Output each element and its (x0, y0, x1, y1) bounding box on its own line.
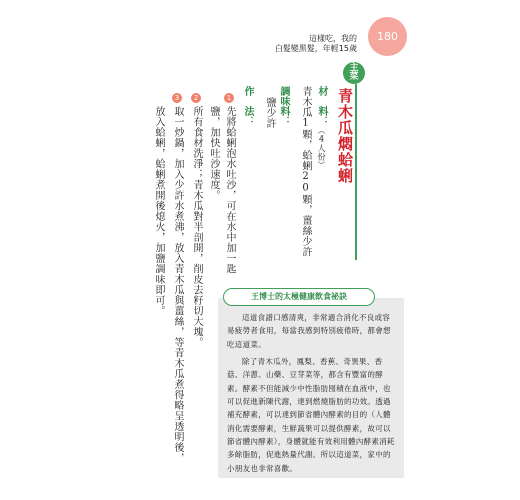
servings: （4人份） (317, 126, 326, 170)
materials-text: 青木瓜1顆，蛤蜊20顆，薑絲少許 (300, 86, 311, 257)
step-3-continued (151, 106, 165, 316)
method-label: 作 法： (242, 86, 253, 126)
materials-label: 材 料： (316, 86, 327, 126)
step-number: 3 (173, 93, 181, 103)
category-badge-char-2: 菜 (349, 72, 359, 82)
step-number: 1 (225, 93, 233, 103)
tips-paragraph-1: 這道食譜口感清爽，非常適合消化不良或容易疲勞者食用，每當我感到特別疲倦時，都會想吃這道菜。 (227, 313, 391, 349)
step-text: 所有食材洗淨；青木瓜對半剖開，削皮去籽切大塊。 (191, 106, 202, 348)
category-badge (343, 62, 365, 84)
step-text: 取一炒鍋，加入少許水煮沸，放入青木瓜與薑絲，等青木瓜煮得略呈透明後， (172, 106, 183, 463)
step-1-continued (206, 106, 220, 201)
seasoning-label: 調味料： (278, 86, 289, 126)
step-text: 鹽，加快吐沙速度。 (208, 106, 219, 201)
step-3 (170, 93, 184, 463)
header-line-2: 白髮變黑髮，年輕15歲 (274, 44, 357, 53)
tips-paragraph-2: 除了青木瓜外，鳳梨、香蕉、奇異果、香菇、洋蔥、山藥、豆芽菜等，都含有豐富的酵素。酵素不但能減少中性脂肪囤積在血液中，也可以促進新陳代謝，達到燃燒脂肪的功效。透過補充酵素，可以達到節省體內酵素的目的（人體消化需要酵素，生鮮蔬果可以提供酵素，故可以節省體內酵素），身體就能有效利用體內酵素消耗多餘脂肪，促進熱量代謝。所以這道菜，家中的小朋友也非常喜歡。 (227, 357, 395, 473)
header-line-1: 這樣吃，我的 (309, 34, 357, 43)
tips-header: 王博士的太極健康飲食祕訣 (223, 288, 375, 306)
step-text: 放入蛤蜊，蛤蜊煮開後熄火，加鹽調味即可。 (153, 106, 164, 316)
running-header (217, 34, 357, 54)
step-text: 先將蛤蜊泡水吐沙，可在水中加一匙 (224, 106, 235, 274)
category-badge-char-1: 主 (349, 63, 359, 73)
step-1 (222, 93, 236, 274)
materials-column (312, 86, 331, 170)
recipe-title: 青木瓜燜蛤蜊 (336, 88, 354, 184)
seasoning-text: 鹽少許 (264, 97, 275, 129)
step-number: 2 (192, 93, 200, 103)
step-2 (189, 93, 203, 348)
page-number: 180 (368, 17, 407, 56)
